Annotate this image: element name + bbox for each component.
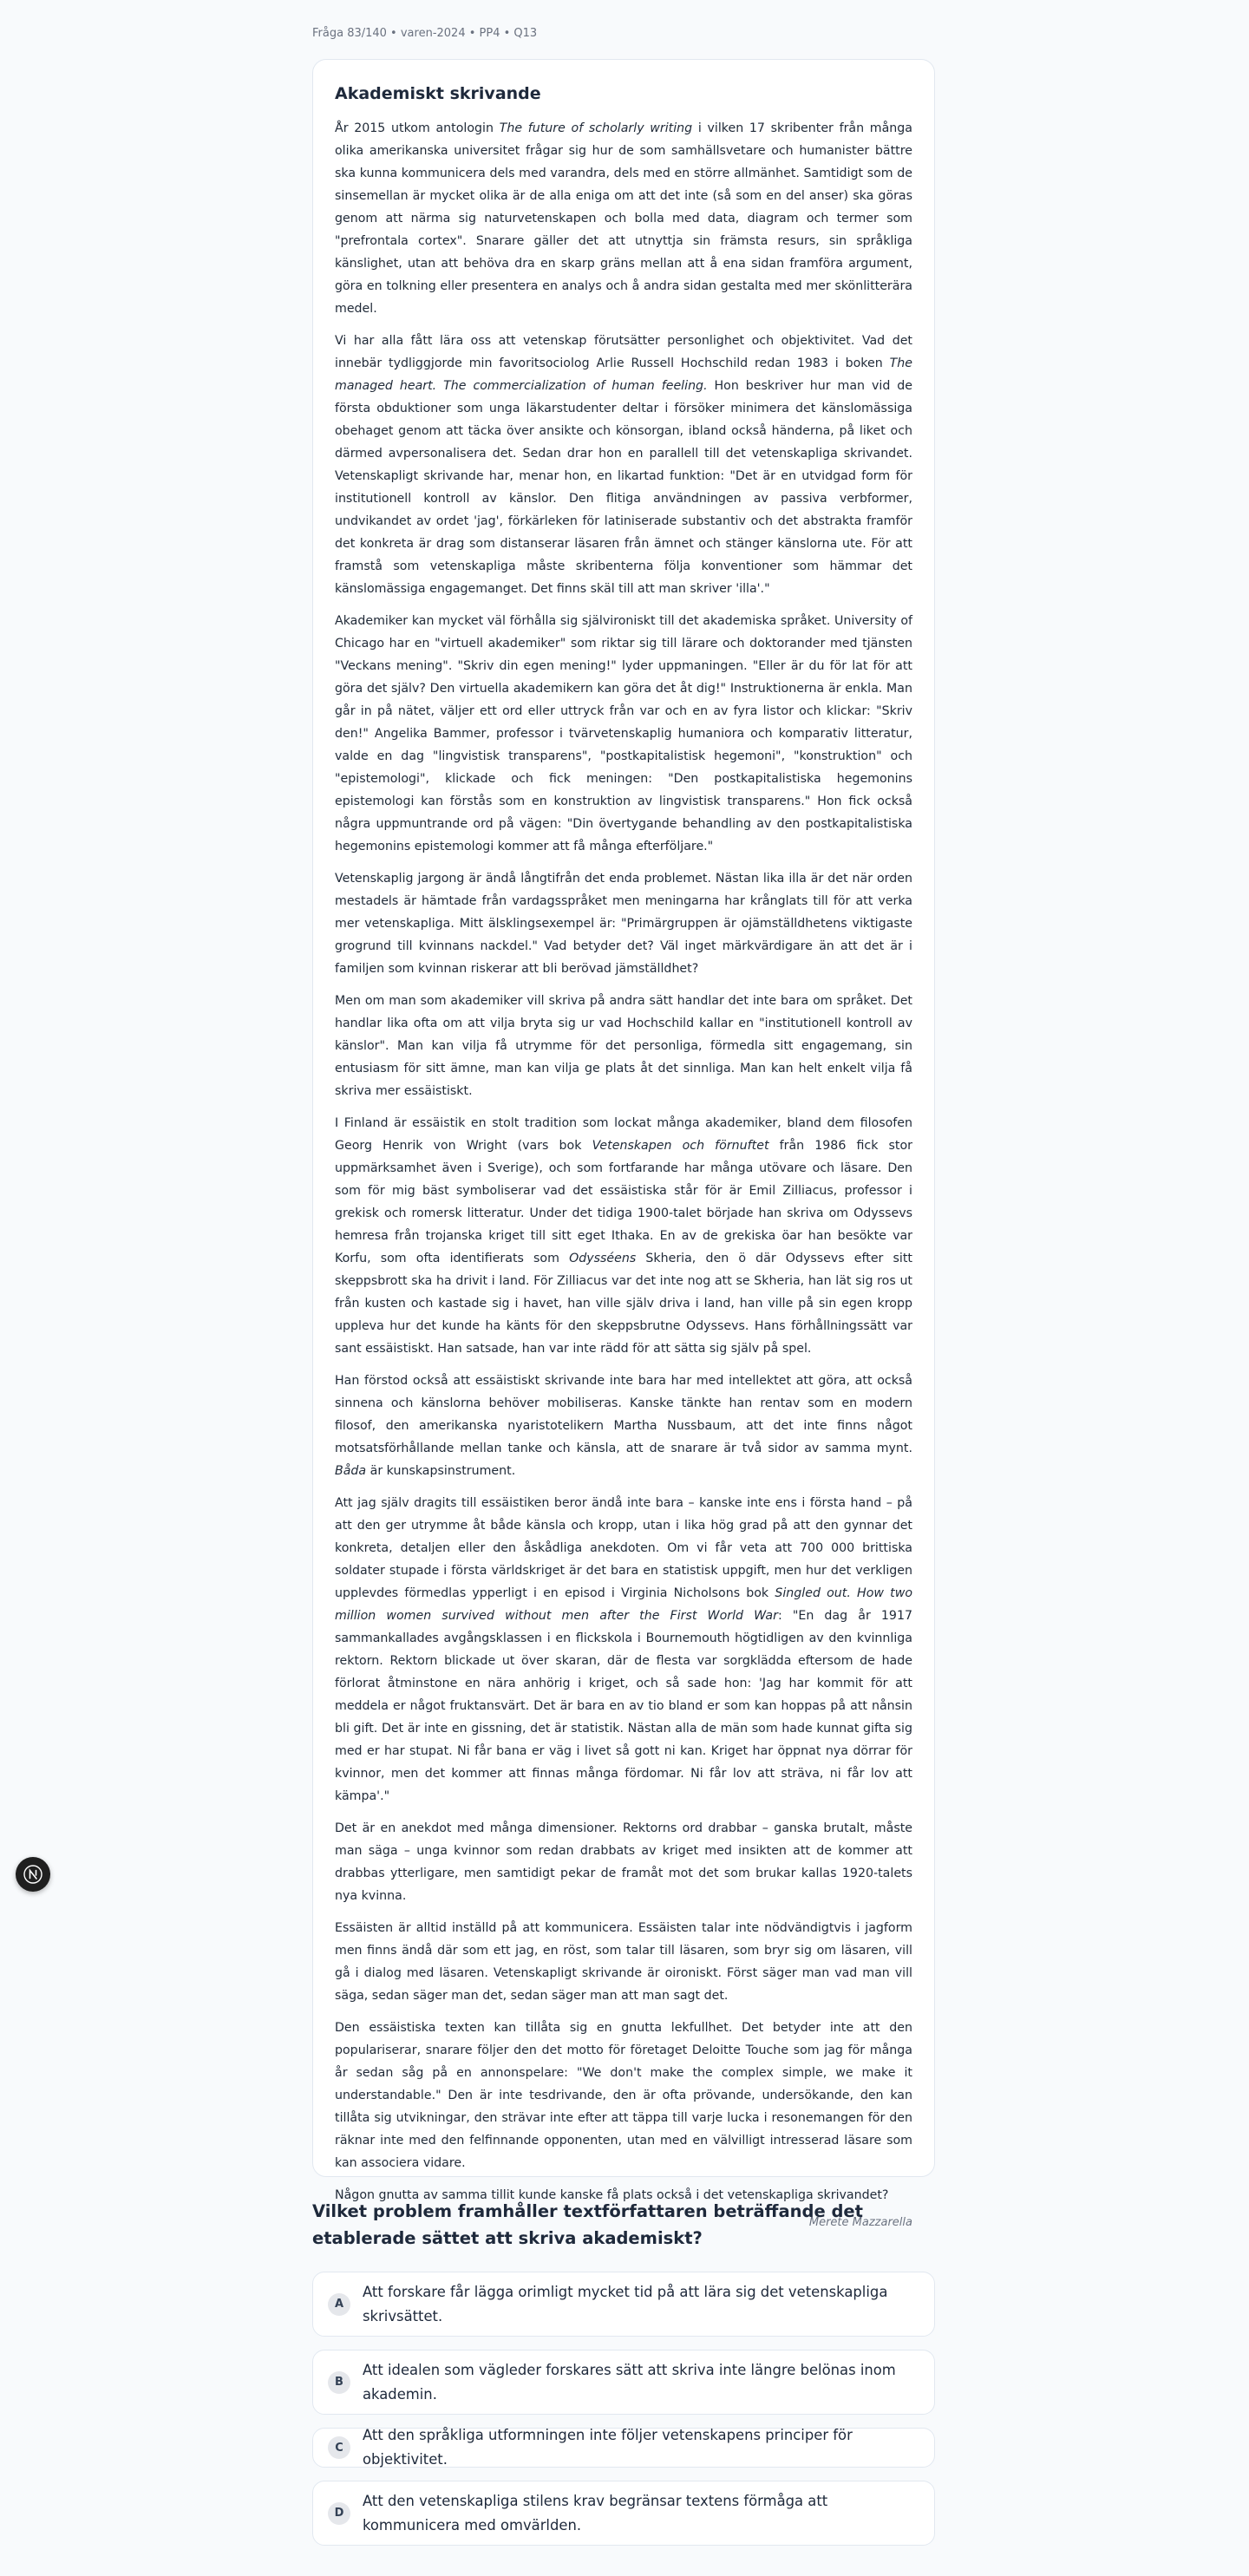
paragraph-text: Den essäistiska texten kan tillåta sig en gnutta lekfullhet. Det betyder inte att den populariserar, snarare följer den det motto för företaget Deloitte Touche som jag för många år sedan såg på en annonspelare: "We don't make the complex simple, we make it understandable." Den är inte tesdrivande, den är ofta prövande, undersökande, den kan tillåta sig utvikningar, den strävar inte efter att täppa till varje lucka i resonemangen för den räknar inte med den felfinnande opponenten, utan med en välvilligt intresserad läsare som kan associera vidare.	[335, 2021, 912, 2170]
article-body	[335, 117, 912, 2207]
article-paragraph	[335, 1112, 912, 1360]
option-text-a: Att forskare får lägga orimligt mycket tid på att lära sig det vetenskapliga skrivsättet.	[363, 2283, 888, 2324]
article-paragraph	[335, 117, 912, 320]
italic-title-text: The managed heart. The commercialization of human feeling.	[335, 356, 912, 393]
option-b[interactable]	[312, 2350, 935, 2415]
option-letter-c: C	[328, 2436, 350, 2459]
italic-title-text: The future of scholarly writing	[499, 121, 693, 135]
option-text-b: Att idealen som vägleder forskares sätt att skriva inte längre belönas inom akademin.	[363, 2361, 896, 2403]
question-meta: Fråga 83/140 • varen-2024 • PP4 • Q13	[312, 27, 538, 40]
paragraph-text: Vi har alla fått lära oss att vetenskap förutsätter personlighet och objektivitet. Vad det innebär tydliggjorde min favoritsociolog Arlie Russell Hochschild redan 1983 i boken	[335, 334, 912, 370]
article-paragraph	[335, 1492, 912, 1808]
article-title: Akademiskt skrivande	[335, 84, 541, 103]
article-author: Merete Mazzarella	[808, 2216, 912, 2229]
option-d[interactable]	[312, 2481, 935, 2546]
option-text-d: Att den vetenskapliga stilens krav begränsar textens förmåga att kommunicera med omvärlden.	[363, 2492, 828, 2534]
italic-title-text: Vetenskapen och förnuftet	[592, 1139, 769, 1153]
paragraph-text: Det är en anekdot med många dimensioner. Rektorns ord drabbar – ganska brutalt, måste man säga – unga kvinnor som redan drabbats av kriget med insikten att de kommer att drabbas ytterligare, men samtidigt pekar de framåt mot det som brukar kallas 1920-talets nya kvinna.	[335, 1821, 912, 1903]
italic-title-text: Singled out. How two million women survived without men after the First World War	[335, 1586, 912, 1623]
option-letter-b: B	[328, 2371, 350, 2394]
article-paragraph	[335, 330, 912, 600]
article-paragraph	[335, 1917, 912, 2007]
paragraph-text: Hon beskriver hur man vid de första obduktioner som unga läkarstudenter deltar i försöker minimera det känslomässiga obehaget genom att täcka över ansikte och könsorgan, ibland också händerna, på liket och därmed avpersonalisera det. Sedan drar hon en parallell till det vetenskapliga skrivandet. Vetenskapligt skrivande har, menar hon, en likartad funktion: "Det är en utvidgad form för institutionell kontroll av känslor. Den flitiga användningen av passiva verbformer, undvikandet av ordet 'jag', förkärleken för latiniserade substantiv och det abstrakta framför det konkreta är drag som distanserar läsaren från ämnet och stänger känslorna ute. För att framstå som vetenskapliga måste skribenterna följa konventioner som hämmar det känslomässiga engagemanget. Det finns skäl till att man skriver 'illa'."	[335, 379, 912, 596]
option-letter-a: A	[328, 2293, 350, 2316]
option-a[interactable]	[312, 2272, 935, 2337]
article-paragraph	[335, 867, 912, 980]
paragraph-text: I Finland är essäistik en stolt tradition som lockat många akademiker, bland dem filosofen Georg Henrik von Wright (vars bok	[335, 1116, 912, 1153]
option-letter-d: D	[328, 2502, 350, 2525]
n-logo-icon[interactable]	[16, 1857, 50, 1892]
paragraph-text: Vetenskaplig jargong är ändå långtifrån det enda problemet. Nästan lika illa är det när orden mestadels är hämtade från vardagsspråket men meningarna har krånglats till för att verka mer vetenskapliga. Mitt älsklingsexempel är: "Primärgruppen är ojämställdhetens viktigaste grogrund till kvinnans nackdel." Vad betyder det? Väl inget märkvärdigare än att det är i familjen som kvinnan riskerar att bli berövad jämställdhet?	[335, 872, 912, 976]
n-logo-glyph	[23, 1865, 43, 1884]
paragraph-text: Någon gnutta av samma tillit kunde kanske få plats också i det vetenskapliga skrivandet?	[335, 2188, 889, 2202]
paragraph-text: är kunskapsinstrument.	[366, 1464, 516, 1478]
question-text: Vilket problem framhåller textförfattaren beträffande det etablerade sättet att skriva akademiskt?	[312, 2201, 863, 2248]
paragraph-text: Att jag själv dragits till essäistiken beror ändå inte bara – kanske inte ens i första hand – på att den ger utrymme åt både känsla och kropp, utan i lika hög grad på att den gynnar det konkreta, detaljen eller den åskådliga anekdoten. Om vi får veta att 700 000 brittiska soldater stupade i första världskriget är det bara en statistisk uppgift, men hur det verkligen upplevdes förmedlas ypperligt i en episod i Virginia Nicholsons bok	[335, 1496, 912, 1600]
option-c[interactable]	[312, 2428, 935, 2468]
paragraph-text: : "En dag år 1917 sammankallades avgångsklassen i en flickskola i Bournemouth högtidligen av den kvinnliga rektorn. Rektorn blickade ut över skaran, där de flesta var sorgklädda eftersom de hade förlorat åtminstone en nära anhörig i kriget, och så sade hon: 'Jag har kommit för att meddela er något fruktansvärt. Det är bara en av tio bland er som kan hoppas på att nånsin bli gift. Det är inte en gissning, det är statistik. Nästan alla de män som hade kunnat gifta sig med er har stupat. Ni får bana er väg i livet så gott ni kan. Kriget har öppnat nya dörrar för kvinnor, men det kommer att finnas många fördomar. Ni får lov att sträva, ni får lov att kämpa'."	[335, 1609, 912, 1803]
article-paragraph	[335, 990, 912, 1102]
paragraph-text: År 2015 utkom antologin	[335, 121, 500, 135]
paragraph-text: Han förstod också att essäistiskt skrivande inte bara har med intellektet att göra, att också sinnena och känslorna behöver mobiliseras. Kanske tänkte han rentav som en modern filosof, den amerikanska nyaristotelikern Martha Nussbaum, att det inte finns något motsatsförhållande mellan tanke och känsla, att de snarare är två sidor av samma mynt.	[335, 1374, 912, 1455]
italic-title-text: Odysséens	[569, 1252, 637, 1265]
article-paragraph	[335, 610, 912, 858]
paragraph-text: i vilken 17 skribenter från många olika amerikanska universitet frågar sig hur de som samhällsvetare och humanister bättre ska kunna kommunicera dels med varandra, dels med en större allmänhet. Samtidigt som de sinsemellan är mycket olika är de alla eniga om att det inte (så som en del anser) ska göras genom att närma sig naturvetenskapen och bolla med data, diagram och termer som "prefrontala cortex". Snarare gäller det att utnyttja sin främsta resurs, sin språkliga känslighet, utan att behöva dra en skarp gräns mellan att å ena sidan framföra argument, göra en tolkning eller presentera en analys och å andra sidan gestalta med mer skönlitterära medel.	[335, 121, 912, 316]
paragraph-text: från 1986 fick stor uppmärksamhet även i Sverige), och som fortfarande har många utövare och läsare. Den som för mig bäst symboliserar vad det essäistiska står för är Emil Zilliacus, professor i grekisk och romersk litteratur. Under det tidiga 1900-talet började han skriva om Odyssevs hemresa från trojanska kriget till sitt eget Ithaka. En av de grekiska öar han besökte var Korfu, som ofta identifierats som	[335, 1139, 912, 1265]
paragraph-text: Men om man som akademiker vill skriva på andra sätt handlar det inte bara om språket. Det handlar lika ofta om att vilja bryta sig ur vad Hochschild kallar en "institutionell kontroll av känslor". Man kan vilja få utrymme för det personliga, förmedla sitt engagemang, sin entusiasm för sitt ämne, man kan vilja ge plats åt det sinnliga. Man kan helt enkelt vilja få skriva mer essäistiskt.	[335, 994, 912, 1098]
paragraph-text: Skheria, den ö där Odyssevs efter sitt skeppsbrott ska ha drivit i land. För Zilliacus var det inte nog att se Skheria, han lät sig ros ut från kusten och kastade sig i havet, han ville själv driva i land, han ville på sin egen kropp uppleva hur det kunde ha känts för den skeppsbrutne Odyssevs. Hans förhållningssätt var sant essäistiskt. Han satsade, han var inte rädd för att sätta sig själv på spel.	[335, 1252, 912, 1356]
article-paragraph	[335, 1370, 912, 1482]
paragraph-text: Akademiker kan mycket väl förhålla sig självironiskt till det akademiska språket. University of Chicago har en "virtuell akademiker" som riktar sig till lärare och doktorander med tjänsten "Veckans mening". "Skriv din egen mening!" lyder uppmaningen. "Eller är du för lat för att göra det själv? Den virtuella akademikern kan göra det åt dig!" Instruktionerna är enkla. Man går in på nätet, väljer ett ord eller uttryck från var och en av fyra listor och klickar: "Skriv den!" Angelika Bammer, professor i tvärvetenskaplig humaniora och komparativ litteratur, valde en dag "lingvistisk transparens", "postkapitalistisk hegemoni", "konstruktion" och "epistemologi", klickade och fick meningen: "Den postkapitalistiska hegemonins epistemologi kan förstås som en konstruktion av lingvistisk transparens." Hon fick också några uppmuntrande ord på vägen: "Din övertygande behandling av den postkapitalistiska hegemonins epistemologi kommer att få många efterföljare."	[335, 614, 912, 853]
article-paragraph	[335, 2017, 912, 2174]
article-paragraph	[335, 1817, 912, 1907]
option-text-c: Att den språkliga utformningen inte följer vetenskapens principer för objektivitet.	[363, 2427, 853, 2468]
paragraph-text: Essäisten är alltid inställd på att kommunicera. Essäisten talar inte nödvändigtvis i jagform men finns ändå där som ett jag, en röst, som talar till läsaren, som bryr sig om läsaren, vill gå i dialog med läsaren. Vetenskapligt skrivande är oironiskt. Först säger man vad man vill säga, sedan säger man det, sedan säger man att man sagt det.	[335, 1921, 912, 2003]
italic-title-text: Båda	[335, 1464, 367, 1478]
